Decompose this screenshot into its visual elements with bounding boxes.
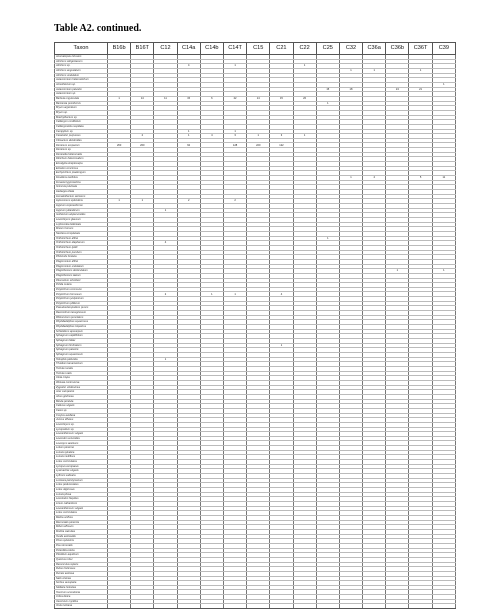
taxon-cell: Polytrichum formosum: [55, 292, 108, 297]
taxon-cell: Juncus effusus: [55, 418, 108, 423]
count-cell: 1: [316, 101, 339, 106]
taxon-cell: Grimmia pulvinata: [55, 185, 108, 190]
count-cell: [386, 604, 409, 609]
count-cell: 1: [293, 134, 316, 139]
count-cell: 11: [154, 96, 177, 101]
taxon-cell: Pohlia nutans: [55, 283, 108, 288]
taxon-cell: Lolium perenne: [55, 446, 108, 451]
taxon-cell: Aulacomnium heterostichum: [55, 78, 108, 83]
count-cell: 5: [409, 176, 432, 181]
taxon-cell: Hedwigia ciliata: [55, 190, 108, 195]
taxon-cell: Linum catharticum: [55, 502, 108, 507]
taxon-cell: Corylus avellana: [55, 413, 108, 418]
taxon-cell: Lycopus europaeus: [55, 464, 108, 469]
count-cell: [293, 604, 316, 609]
taxon-cell: Luzula multiflora: [55, 455, 108, 460]
taxon-cell: Sorbus aucuparia: [55, 581, 108, 586]
taxon-cell: Sphagnum fallax: [55, 339, 108, 344]
taxon-cell: Milium effusum: [55, 525, 108, 530]
count-cell: 15: [177, 96, 200, 101]
taxon-cell: Leucojum aestivum: [55, 441, 108, 446]
table-caption: Table A2. continued.: [54, 23, 142, 34]
count-cell: 1: [200, 292, 223, 297]
count-cell: 21: [409, 87, 432, 92]
taxon-cell: Calluna vulgaris: [55, 404, 108, 409]
taxon-cell: Atrichum wirtgenianum: [55, 59, 108, 64]
column-header: C14a: [177, 43, 200, 55]
count-cell: 2: [131, 134, 154, 139]
document-page: [54, 23, 456, 609]
taxon-cell: Rhytidiadelphus squarrosus: [55, 320, 108, 325]
taxon-cell: Bryum sp.: [55, 110, 108, 115]
taxon-cell: Orthotrichum lyellii: [55, 245, 108, 250]
taxon-cell: Pleurozium schreberi: [55, 278, 108, 283]
taxon-cell: Urtica dioica: [55, 595, 108, 600]
taxon-cell: Mnium hornum: [55, 227, 108, 232]
taxon-cell: Bryum argenteum: [55, 106, 108, 111]
taxon-cell: Orthotrichum pumilum: [55, 250, 108, 255]
column-header: B16T: [131, 43, 154, 55]
column-header: C12: [154, 43, 177, 55]
taxon-cell: Plagiothecium denticulatum: [55, 269, 108, 274]
taxon-cell: Lonicera periclymenum: [55, 478, 108, 483]
taxon-cell: Luzula pilosa: [55, 492, 108, 497]
taxon-cell: Anomalopsis intrusion: [55, 55, 108, 60]
count-cell: 1: [247, 134, 270, 139]
taxon-cell: Eurhynchium praelongum: [55, 171, 108, 176]
taxon-cell: Atrichum undulatum: [55, 73, 108, 78]
count-cell: 1: [316, 236, 339, 241]
taxon-cell: Molinia caerulea: [55, 529, 108, 534]
count-cell: 4: [154, 241, 177, 246]
count-cell: 263: [108, 143, 131, 148]
taxon-cell: Dicranella heteromalla: [55, 152, 108, 157]
count-cell: 24: [386, 87, 409, 92]
count-cell: 4: [270, 292, 293, 297]
count-cell: [108, 604, 131, 609]
taxon-cell: Funaria hygrometrica: [55, 180, 108, 185]
taxon-cell: Luzula sylvatica: [55, 450, 108, 455]
column-header: C14T: [223, 43, 246, 55]
column-header-taxon: Taxon: [55, 43, 108, 55]
count-cell: [363, 604, 386, 609]
count-cell: 11: [432, 176, 455, 181]
count-cell: 1: [409, 68, 432, 73]
table-body: [55, 55, 456, 609]
taxon-cell: Entodon concinnus: [55, 166, 108, 171]
taxon-cell: Plagiomnium affine: [55, 259, 108, 264]
count-cell: 2: [177, 199, 200, 204]
count-cell: [177, 604, 200, 609]
count-cell: [131, 604, 154, 609]
count-cell: 1: [432, 82, 455, 87]
count-cell: 2: [154, 292, 177, 297]
taxon-cell: Atrichum sp.: [55, 64, 108, 69]
taxon-cell: Ditrichum heteromallum: [55, 157, 108, 162]
taxon-cell: Teucrium scorodonia: [55, 590, 108, 595]
taxon-cell: Dicranum scoparium: [55, 143, 108, 148]
count-cell: [316, 604, 339, 609]
taxon-cell: Lythrum salicaria: [55, 474, 108, 479]
taxon-cell: Salix cinerea: [55, 576, 108, 581]
taxon-cell: Sphagnum fimbriatum: [55, 343, 108, 348]
count-cell: [247, 604, 270, 609]
taxon-cell: Campylium sp.: [55, 129, 108, 134]
taxon-cell: Schistidium apocarpum: [55, 329, 108, 334]
taxon-cell: Carex sp.: [55, 408, 108, 413]
taxon-cell: Dicranum sp.: [55, 148, 108, 153]
taxon-cell: Sphagnum squarrosum: [55, 353, 108, 358]
count-cell: [432, 604, 455, 609]
table-header-row: [55, 43, 456, 55]
taxon-cell: Rumex acetosa: [55, 571, 108, 576]
count-cell: [270, 604, 293, 609]
taxon-cell: Lysimachia vulgaris: [55, 469, 108, 474]
taxon-cell: Oxalis acetosella: [55, 534, 108, 539]
column-header: C14b: [200, 43, 223, 55]
taxon-cell: Hypnum jutlandicum: [55, 208, 108, 213]
count-cell: 62: [177, 143, 200, 148]
column-header: C15: [247, 43, 270, 55]
taxon-cell: Encalypta streptocarpa: [55, 162, 108, 167]
taxon-cell: Polytrichum juniperinum: [55, 297, 108, 302]
taxon-cell: Leucanthemum vulgare: [55, 432, 108, 437]
count-cell: 14: [247, 96, 270, 101]
taxon-cell: Potentilla erecta: [55, 548, 108, 553]
taxon-cell: Stellaria holostea: [55, 585, 108, 590]
taxon-cell: Anisothecium sp.: [55, 82, 108, 87]
taxon-cell: Pteridium aquilinum: [55, 553, 108, 558]
taxon-cell: Lophocolea bidentata: [55, 222, 108, 227]
column-header: C36a: [363, 43, 386, 55]
taxon-cell: Ulota crispa: [55, 376, 108, 381]
column-header: B16b: [108, 43, 131, 55]
count-cell: 1: [177, 134, 200, 139]
taxon-cell: Hylocomium splendens: [55, 199, 108, 204]
taxon-cell: Tortula muralis: [55, 366, 108, 371]
count-cell: 4: [200, 134, 223, 139]
column-header: C25: [316, 43, 339, 55]
count-cell: 1: [223, 129, 246, 134]
taxon-cell: Pseudoscleropodium purum: [55, 306, 108, 311]
taxon-cell: Lotus corniculatus: [55, 460, 108, 465]
taxon-cell: Atrichum angustatum: [55, 68, 108, 73]
taxon-cell: Plagiomnium undulatum: [55, 264, 108, 269]
count-cell: 1: [339, 68, 362, 73]
column-header: C32: [339, 43, 362, 55]
taxon-cell: Quercus robur: [55, 557, 108, 562]
count-cell: [339, 604, 362, 609]
taxon-cell: Bartramia pomiformis: [55, 101, 108, 106]
taxon-cell: Weissia controversa: [55, 380, 108, 385]
taxon-cell: Orthotrichum diaphanum: [55, 241, 108, 246]
taxon-cell: Ranunculus repens: [55, 562, 108, 567]
taxon-cell: Orthotrichum affine: [55, 236, 108, 241]
taxon-cell: Philonotis fontana: [55, 255, 108, 260]
taxon-cell: Aulacomnium sp.: [55, 92, 108, 97]
taxon-cell: Aulacomnium palustre: [55, 87, 108, 92]
taxon-cell: Polytrichum piliferum: [55, 301, 108, 306]
taxon-cell: Vaccinium myrtillus: [55, 599, 108, 604]
count-cell: [409, 604, 432, 609]
count-cell: 22: [223, 96, 246, 101]
column-header: C21: [270, 43, 293, 55]
taxon-cell: Racomitrium lanuginosum: [55, 311, 108, 316]
taxon-cell: Lotus corniculatus: [55, 511, 108, 516]
count-cell: 2: [223, 199, 246, 204]
taxon-cell: Sphagnum capillifolium: [55, 334, 108, 339]
taxon-cell: Thuidium tamariscinum: [55, 362, 108, 367]
count-cell: 14: [131, 96, 154, 101]
count-cell: 1: [293, 64, 316, 69]
taxon-cell: Tortula ruralis: [55, 371, 108, 376]
count-cell: 128: [223, 143, 246, 148]
count-cell: 6: [200, 96, 223, 101]
count-cell: 3: [223, 134, 246, 139]
count-cell: 200: [131, 143, 154, 148]
taxon-cell: Leucanthemum vulgare: [55, 506, 108, 511]
taxon-cell: Mercurialis perennis: [55, 520, 108, 525]
count-cell: 18: [339, 87, 362, 92]
count-cell: 15: [316, 87, 339, 92]
count-cell: [154, 604, 177, 609]
count-cell: 1: [154, 208, 177, 213]
count-cell: 1: [108, 199, 131, 204]
taxon-cell: Poa nemoralis: [55, 543, 108, 548]
taxon-cell: Hypnum cupressiforme: [55, 204, 108, 209]
taxon-cell: Lotus uliginosus: [55, 488, 108, 493]
taxon-cell: Ceratodon purpureus: [55, 134, 108, 139]
taxon-cell: Lycopodium sp.: [55, 427, 108, 432]
count-cell: 1: [223, 64, 246, 69]
taxon-cell: Isothecium alopecuroides: [55, 213, 108, 218]
taxon-cell: Acer campestre: [55, 390, 108, 395]
count-cell: [200, 604, 223, 609]
count-cell: 1: [386, 269, 409, 274]
count-cell: 4: [363, 176, 386, 181]
taxon-cell: Rhytidiadelphus triquetrus: [55, 325, 108, 330]
taxon-cell: Leucobryum glaucum: [55, 217, 108, 222]
count-cell: 3: [270, 134, 293, 139]
taxon-cell: Calliergonella cuspidata: [55, 124, 108, 129]
count-cell: 1: [177, 129, 200, 134]
count-cell: [223, 604, 246, 609]
taxon-cell: Barbula unguiculata: [55, 96, 108, 101]
taxon-cell: Zygodon viridissimus: [55, 385, 108, 390]
taxon-cell: Climacium dendroides: [55, 138, 108, 143]
taxon-cell: Viola riviniana: [55, 604, 108, 609]
count-cell: 1: [363, 68, 386, 73]
taxon-cell: Leontodon hispidus: [55, 497, 108, 502]
taxon-cell: Homalothecium sericeum: [55, 194, 108, 199]
count-cell: 1: [108, 96, 131, 101]
taxon-cell: Alnus glutinosa: [55, 394, 108, 399]
taxon-cell: Tetraphis pellucida: [55, 357, 108, 362]
count-cell: 15: [270, 96, 293, 101]
count-cell: 1: [270, 343, 293, 348]
count-cell: 122: [270, 143, 293, 148]
taxon-cell: Sphagnum palustre: [55, 348, 108, 353]
taxon-cell: Rubus fruticosus: [55, 567, 108, 572]
count-cell: 20: [293, 96, 316, 101]
count-cell: 1: [432, 269, 455, 274]
taxon-cell: Rhizomnium punctatum: [55, 315, 108, 320]
table-row: [55, 604, 456, 609]
taxon-cell: Melica uniflora: [55, 515, 108, 520]
count-cell: 1: [223, 292, 246, 297]
taxon-cell: Leucobryum sp.: [55, 422, 108, 427]
taxon-cell: Brachythecium sp.: [55, 115, 108, 120]
count-cell: 220: [247, 143, 270, 148]
count-cell: 1: [339, 176, 362, 181]
taxon-cell: Pinus sylvestris: [55, 539, 108, 544]
taxon-cell: Plagiothecium laetum: [55, 273, 108, 278]
count-cell: 4: [177, 64, 200, 69]
taxon-table: [54, 42, 456, 609]
taxon-cell: Betula pendula: [55, 399, 108, 404]
taxon-cell: Lotus pedunculatus: [55, 483, 108, 488]
column-header: C36T: [409, 43, 432, 55]
column-header: C39: [432, 43, 455, 55]
taxon-cell: Fissidens taxifolius: [55, 176, 108, 181]
column-header: C22: [293, 43, 316, 55]
column-header: C36b: [386, 43, 409, 55]
count-cell: 1: [154, 357, 177, 362]
taxon-cell: Polytrichum commune: [55, 287, 108, 292]
taxon-cell: Neckera complanata: [55, 231, 108, 236]
taxon-cell: Leucodon sciuroides: [55, 436, 108, 441]
taxon-cell: Calliergon cordifolium: [55, 120, 108, 125]
count-cell: 1: [131, 199, 154, 204]
